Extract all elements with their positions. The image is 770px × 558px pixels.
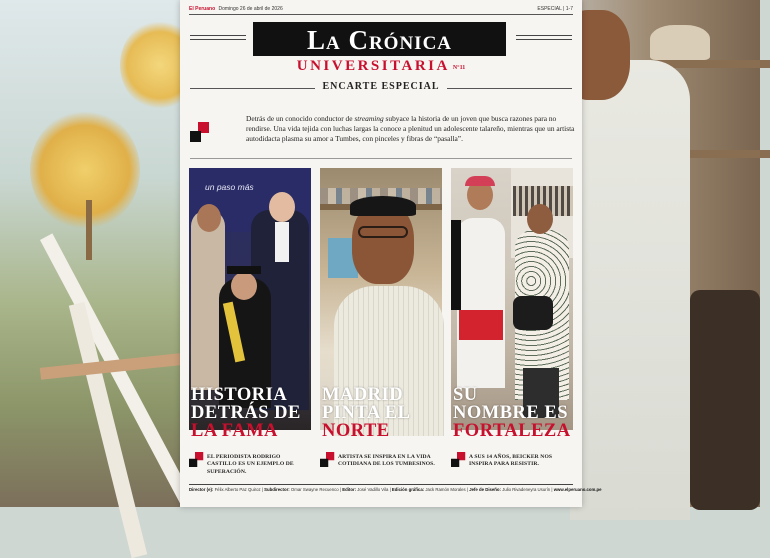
background-scene-left [0, 0, 180, 507]
photo-person-head [269, 192, 295, 222]
background-person [570, 60, 690, 520]
story-card[interactable] [189, 168, 311, 478]
squares-icon [189, 452, 204, 467]
background-chair [690, 290, 760, 510]
subtitle-text: UNIVERSITARIA [296, 58, 450, 74]
masthead-rule-right [516, 35, 572, 43]
photo-person-head [197, 204, 221, 232]
issue-date: Domingo 26 de abril de 2026 [218, 6, 283, 12]
graduation-cap [227, 266, 261, 274]
story-caption-block [451, 450, 573, 478]
story-caption-block [320, 450, 442, 478]
divider [447, 88, 572, 89]
divider [189, 14, 573, 15]
story-caption-block [189, 450, 311, 478]
section-page-number: ESPECIAL | 1-7 [537, 6, 573, 12]
squares-icon [320, 452, 335, 467]
masthead-subtitle [180, 58, 582, 75]
intro-text: Detrás de un conocido conductor de streaming subyace la historia de un joven que busca razones para no rendirse. Una vida tejida con luchas largas la conoce a plenitud un adolescente talareño, mientras que un artista autodidacta plasma su amor a Tumbes, con pinceles y fibras de “pasalla”. [246, 114, 575, 143]
brand-name: El Peruano [189, 6, 216, 12]
page-topbar [189, 6, 573, 14]
photo-person-head [527, 204, 553, 234]
topbar-left [189, 6, 283, 14]
photo-person [457, 218, 505, 388]
background-tree-trunk [86, 200, 92, 260]
masthead-title: La Crónica [253, 22, 506, 56]
background-scene-right [580, 0, 760, 507]
background-tree [30, 110, 140, 230]
story-caption: EL PERIODISTA RODRIGO CASTILLO ES UN EJEMPLO DE SUPERACIÓN. [207, 454, 294, 475]
story-card[interactable] [320, 168, 442, 478]
divider [190, 158, 572, 159]
squares-icon [451, 452, 466, 467]
photo-backdrop-text: un paso más [205, 182, 254, 192]
story-headline: HISTORIA DETRÁS DE LA FAMA [191, 385, 301, 441]
website-link: www.elperuano.com.pe [553, 487, 602, 492]
edition-number: N°11 [452, 65, 466, 71]
squares-icon [190, 122, 210, 142]
story-caption: A SUS 14 AÑOS, BEICKER NOS INSPIRA PARA RESISTIR. [469, 454, 553, 468]
masthead-rule-left [190, 35, 246, 43]
section-tag: ENCARTE ESPECIAL [322, 81, 440, 92]
newspaper-page [180, 0, 602, 507]
intro-block [190, 114, 575, 160]
glasses [358, 226, 408, 238]
background-shell-ornament [650, 25, 710, 60]
handbag [513, 296, 553, 330]
story-caption: ARTISTA SE INSPIRA EN LA VIDA COTIDIANA DE LOS TUMBESINOS. [338, 454, 435, 468]
story-headline: MADRID PINTA EL NORTE [322, 385, 411, 441]
cap [465, 176, 495, 186]
credits-footer: Director (e): Félix Alberto Paz Quiroz | Subdirector: Omar Swayne Recuenco | Editor: José Vadillo Vila | Edición gráfica: Jack Ramón Morales | Jefe de Diseño: Julio Rivadeneyra Usurín | www.elperuano.com.pe [189, 487, 602, 492]
divider [189, 484, 573, 485]
story-headline: SU NOMBRE ES FORTALEZA [453, 385, 571, 441]
photo-person-head [231, 272, 257, 300]
story-card[interactable] [451, 168, 573, 478]
